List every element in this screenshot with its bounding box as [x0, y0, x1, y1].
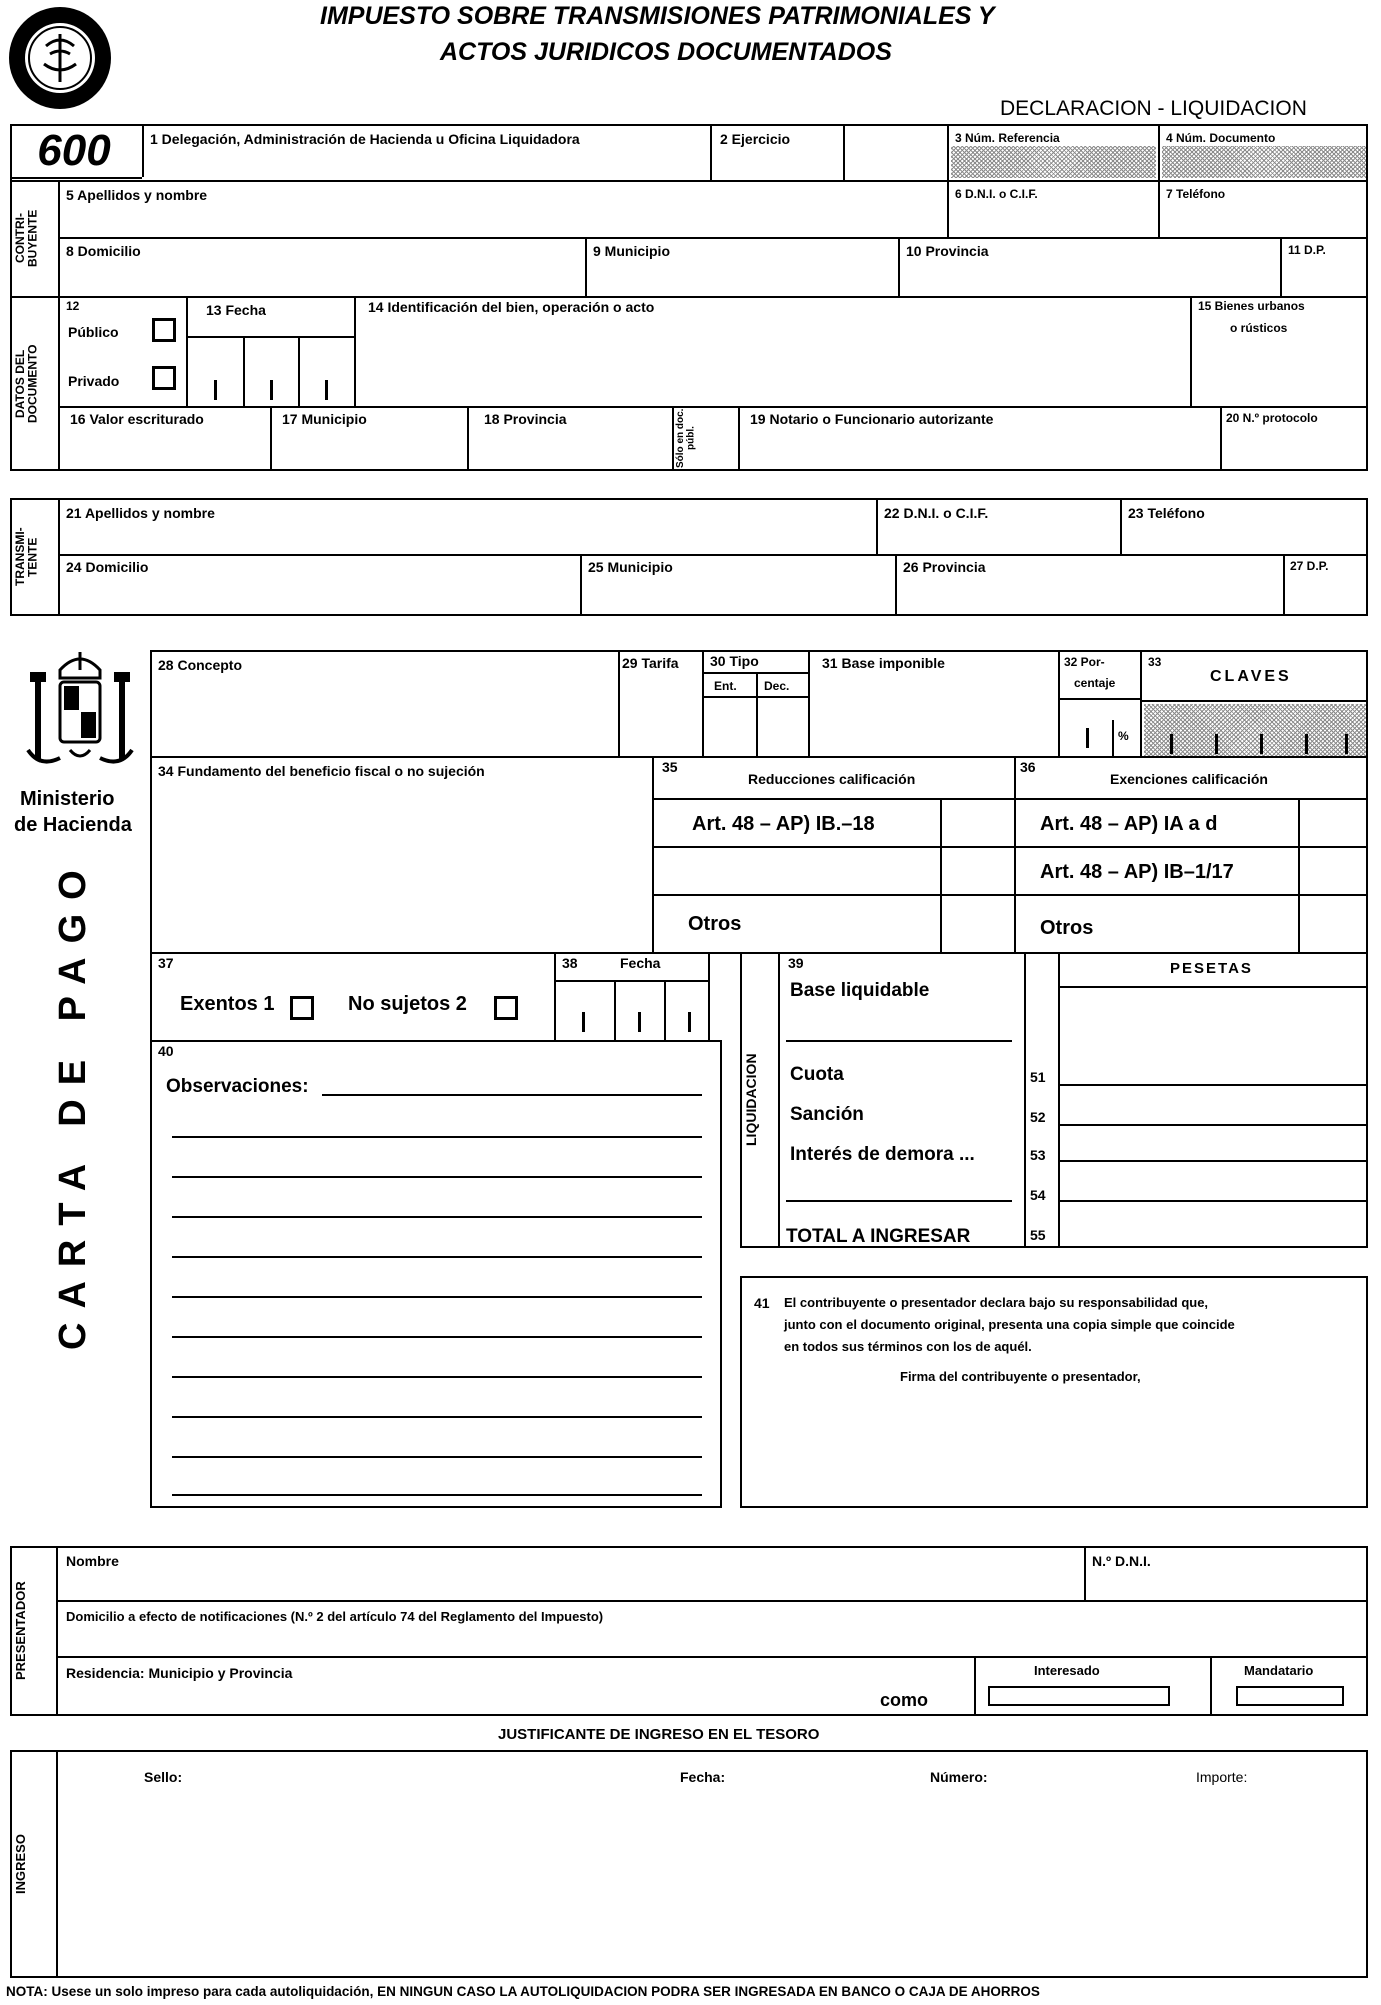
field-39-label: 39 [788, 955, 804, 971]
privado-label: Privado [68, 373, 120, 389]
ministerio-line1: Ministerio [20, 788, 115, 810]
field-25-label: 25 Municipio [588, 559, 673, 575]
field-24-label: 24 Domicilio [66, 559, 149, 575]
field-41-label: 41 [754, 1295, 770, 1311]
no-sujetos-checkbox[interactable] [494, 996, 518, 1020]
nota-footer: NOTA: Usese un solo impreso para cada autoliquidación, EN NINGUN CASO LA AUTOLIQUIDACION PODRA SER INGRESADA EN BANCO O CAJA DE AHORROS [6, 1984, 1040, 1999]
section-declaracion [740, 1276, 1368, 1508]
ingreso-side-label: INGRESO [13, 1834, 28, 1894]
line-53-label: 53 [1030, 1147, 1046, 1163]
ingreso-heading: JUSTIFICANTE DE INGRESO EN EL TESORO [498, 1726, 820, 1743]
field-23-label: 23 Teléfono [1128, 505, 1205, 521]
field-12-label: 12 [66, 299, 80, 313]
field-19-label: 19 Notario o Funcionario autorizante [750, 411, 994, 427]
field-17-label: 17 Municipio [282, 411, 367, 427]
field-6-label: 6 D.N.I. o C.I.F. [955, 187, 1038, 201]
field-4-label: 4 Núm. Documento [1166, 131, 1276, 145]
field-5-label: 5 Apellidos y nombre [66, 187, 208, 203]
field-7-label: 7 Teléfono [1166, 187, 1226, 201]
carta-de-pago-label: CARTA DE PAGO [52, 856, 94, 1350]
ministerio-line2: de Hacienda [14, 814, 132, 836]
fecha-ingreso-label: Fecha: [680, 1769, 726, 1785]
declaration-label: DECLARACION - LIQUIDACION [1000, 97, 1307, 120]
presentador-nombre-label: Nombre [66, 1553, 119, 1569]
field-10-label: 10 Provincia [906, 243, 989, 259]
field-20-label: 20 N.º protocolo [1226, 411, 1318, 425]
coat-of-arms [20, 650, 140, 780]
como-label: como [880, 1690, 929, 1710]
percent-sign: % [1118, 729, 1129, 743]
fecha-38-label: Fecha [620, 955, 661, 971]
importe-label: Importe: [1196, 1769, 1248, 1785]
mandatario-checkbox[interactable] [1236, 1686, 1344, 1706]
field-13-label: 13 Fecha [206, 302, 266, 318]
publico-checkbox[interactable] [152, 318, 176, 342]
field-15-label-a: 15 Bienes urbanos [1198, 299, 1305, 313]
presentador-residencia-label: Residencia: Municipio y Provincia [66, 1665, 293, 1681]
base-liquidable-label: Base liquidable [790, 980, 930, 1001]
total-label: TOTAL A INGRESAR [786, 1226, 971, 1247]
coat-of-arms-icon [20, 650, 140, 780]
field-18-label: 18 Provincia [484, 411, 567, 427]
line-52-label: 52 [1030, 1109, 1046, 1125]
field-21-label: 21 Apellidos y nombre [66, 505, 215, 521]
field-30-label: 30 Tipo [710, 653, 759, 669]
pesetas-label: PESETAS [1170, 960, 1253, 977]
field-22-label: 22 D.N.I. o C.I.F. [884, 505, 989, 521]
field-32-label-b: centaje [1074, 676, 1116, 690]
field-37-label: 37 [158, 955, 174, 971]
claves-label: CLAVES [1210, 668, 1292, 685]
field-8-label: 8 Domicilio [66, 243, 141, 259]
form-title-line2: ACTOS JURIDICOS DOCUMENTADOS [440, 38, 892, 66]
field-9-label: 9 Municipio [593, 243, 670, 259]
reducciones-heading: Reducciones calificación [748, 771, 916, 787]
liquidacion-side-label: LIQUIDACION [743, 1053, 759, 1147]
field-3-label: 3 Núm. Referencia [955, 131, 1060, 145]
field-15-label-b: o rústicos [1230, 321, 1288, 335]
contribuyente-side-label: CONTRI- BUYENTE [13, 209, 40, 267]
field-38-label: 38 [562, 955, 578, 971]
seal-logo [6, 4, 114, 112]
field-32-label-a: 32 Por- [1064, 655, 1105, 669]
field-26-label: 26 Provincia [903, 559, 986, 575]
field-31-label: 31 Base imponible [822, 655, 945, 671]
field-28-label: 28 Concepto [158, 657, 243, 673]
field-14-label: 14 Identificación del bien, operación o acto [368, 299, 655, 315]
presentador-domicilio-label: Domicilio a efecto de notificaciones (N.º 2 del artículo 74 del Reglamento del Impuesto) [66, 1609, 604, 1624]
exentos-label: Exentos 1 [180, 993, 275, 1015]
interesado-checkbox[interactable] [988, 1686, 1170, 1706]
section-observaciones [150, 1040, 722, 1508]
ent-label: Ent. [714, 679, 737, 693]
field-33-label: 33 [1148, 655, 1162, 669]
reduccion-otros: Otros [688, 913, 742, 935]
sancion-label: Sanción [790, 1104, 864, 1125]
exenciones-heading: Exenciones calificación [1110, 771, 1268, 787]
reduccion-art-48-ib-18: Art. 48 – AP) IB.–18 [692, 813, 875, 835]
sello-label: Sello: [144, 1769, 183, 1785]
field-11-label: 11 D.P. [1288, 243, 1326, 257]
line-54-label: 54 [1030, 1187, 1046, 1203]
declaracion-line3: en todos sus términos con los de aquél. [784, 1339, 1032, 1354]
declaracion-line1: El contribuyente o presentador declara bajo su responsabilidad que, [784, 1295, 1209, 1310]
field-27-label: 27 D.P. [1290, 559, 1329, 573]
observaciones-label: Observaciones: [166, 1076, 309, 1097]
field-16-label: 16 Valor escriturado [70, 411, 204, 427]
declaracion-line2: junto con el documento original, presenta una copia simple que coincide [784, 1317, 1235, 1332]
field-1-label: 1 Delegación, Administración de Hacienda u Oficina Liquidadora [150, 131, 580, 147]
dec-label: Dec. [764, 679, 790, 693]
presentador-side-label: PRESENTADOR [13, 1581, 28, 1681]
documento-side-label: DATOS DEL DOCUMENTO [13, 344, 40, 423]
interes-label: Interés de demora ... [790, 1144, 975, 1165]
exencion-art-48-ia-a-d: Art. 48 – AP) IA a d [1040, 813, 1218, 835]
solo-doc-publ-label: Sólo en doc. públ. [675, 408, 697, 468]
publico-label: Público [68, 324, 119, 340]
field-35-label: 35 [662, 759, 678, 775]
field-34-label: 34 Fundamento del beneficio fiscal o no sujeción [158, 763, 485, 779]
firma-label: Firma del contribuyente o presentador, [900, 1369, 1141, 1384]
field-40-label: 40 [158, 1043, 174, 1059]
presentador-dni-label: N.º D.N.I. [1092, 1553, 1151, 1569]
seal-icon [6, 4, 114, 112]
exencion-otros: Otros [1040, 917, 1094, 939]
form-title-line1: IMPUESTO SOBRE TRANSMISIONES PATRIMONIALES Y [320, 2, 995, 30]
privado-checkbox[interactable] [152, 366, 176, 390]
cuota-label: Cuota [790, 1064, 844, 1085]
numero-label: Número: [930, 1769, 988, 1785]
line-55-label: 55 [1030, 1227, 1046, 1243]
field-29-label: 29 Tarifa [622, 655, 679, 671]
exentos-checkbox[interactable] [290, 996, 314, 1020]
transmitente-side-label: TRANSMI- TENTE [13, 527, 40, 587]
exencion-art-48-ib-1-17: Art. 48 – AP) IB–1/17 [1040, 861, 1234, 883]
no-sujetos-label: No sujetos 2 [348, 993, 467, 1015]
field-2-label: 2 Ejercicio [720, 131, 791, 147]
interesado-label: Interesado [1034, 1663, 1100, 1678]
line-51-label: 51 [1030, 1069, 1046, 1085]
model-number: 600 [37, 126, 111, 175]
mandatario-label: Mandatario [1244, 1663, 1314, 1678]
field-36-label: 36 [1020, 759, 1036, 775]
